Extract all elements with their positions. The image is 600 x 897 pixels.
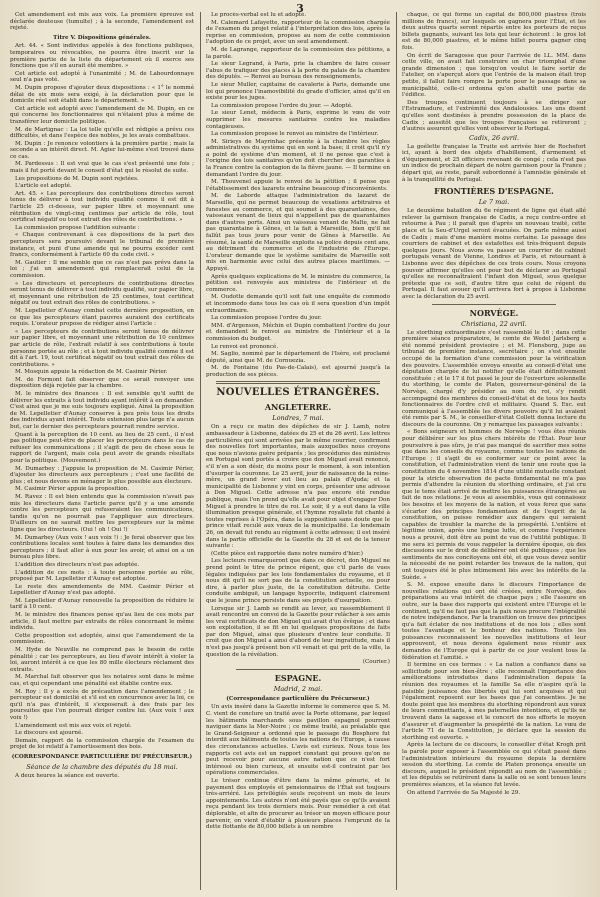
paragraph: M. de Laborde attaque l'administration du lazaret de Marseille, qui ne permet beaucoup de vexations arbitraires et funestes au commerce, et qui soumet à des quarantaines, des vaisseaux venant de lieux qui n'appellent pas de quarantaines dans d'autres ports. Ainsi un vaisseau venant de Malte, ne fait pas quarantaine à Gênes, et la fait à Marseille, bien qu'il ne fallût pas tous jours pour venir de Gênes à Marseille. Au résumé, la santé de Marseille exploite sa police depuis cent ans, au détriment du commerce et de l'industrie de l'Europe. L'orateur demande que le système sanitaire de Marseille soit mis en harmonie avec celui des autres places maritimes. — Appuyé.: [206, 193, 390, 272]
dateline: Cadix, 26 avril.: [468, 133, 520, 142]
paragraph: Après quelques explications de M. le ministre du commerce, la pétition est renvoyée aux ministres de l'intérieur et du commerce.: [206, 273, 390, 293]
paragraph: La commission propose l'ordre du jour. — Adopté.: [211, 102, 353, 109]
paragraph: Le discours est ajourné.: [15, 730, 84, 737]
paragraph: La commission propose le renvoi au ministre de l'intérieur.: [211, 131, 379, 138]
paragraph: On écrit de Saragosse que pour l'arrivée de LL. MM. dans cette ville, on avait fait construire un char triomphal d'une grande dimension ; que lorsqu'on voulut le faire sortir de l'atelier, on s'aperçut alors que l'entrée de la maison était trop petite, il fallut faire rompre la porte pour le passage dans sa municipalité, celle-ci ordonna qu'on abattît une partie de l'édifice.: [402, 52, 586, 99]
paragraph: Cet article est adopté à l'unanimité ; M. de Labourdonnaye seul n'a pas voté.: [10, 70, 194, 84]
paragraph: On attend l'arrivée de Sa Majesté le 29.: [407, 789, 521, 796]
paragraph: Art. 44. « Sont individus appelés à des fonctions publiques, temporaires ou révocables, ne pourra être inscrit sur la première partie de la liste du département où il exerce ses fonctions que s'il en aurait été membre. »: [10, 43, 194, 70]
paragraph: M. le ministre des finances pense qu'au lieu de ces mots par article, il faut mettre par extraits de rôles concernant le même individu.: [10, 612, 194, 632]
paragraph: MM. d'Argenson, Méchin et Dupin combattent l'ordre du jour et demandent le renvoi au ministre de l'intérieur et à la commission du budget.: [206, 322, 390, 342]
paragraph: M. Mosquin appuie la rédaction de M. Casimir Périer.: [15, 369, 168, 376]
paragraph: M. Dumarbey (Aux voix ! aux voix !) : Je ferai observer que les contributions locales sont toutes à faire dans les demandes des percepteurs ; il faut aller à eux pour les avoir, et ainsi on a un bureau plus libre.: [10, 534, 194, 561]
section-divider: [236, 669, 360, 670]
paragraph: M. de Formont fait observer que ce serait renvoyer une disposition déjà rejetée par la chambre.: [10, 376, 194, 390]
country-heading: FRONTIÈRES D'ESPAGNE.: [434, 186, 554, 197]
paragraph: Il termine en ces termes : « La nation a confiance dans sa sollicitude pour son bien-être ; elle reconnaît l'importance des améliorations introduites dans l'administration depuis la réunion des royaumes et la famille Sa elle n'aspire qu'à la paisible jouissance des libertés qui lui sont acquises et qui l'également reposent sur les bases que j'ai consenties. Je ne doute point que les membres du storthing répondront aux vœux de leurs commettants, à mes paternelles intentions, et qu'ils ne trouvent dans la sagesse et le concert de nos efforts le moyen d'assurer et d'augmenter la prospérité de la nation. Le vœu de l'article 71 de la Constitution, je déclare que la session du storthing est ouverte. »: [402, 662, 586, 741]
paragraph: M. Casimir Périer appuie la proposition.: [15, 486, 130, 493]
column-rule: [396, 12, 397, 890]
paragraph: Le trésor continue d'être dans la même pénurie, et le payement des employés et pensionnaires de l'État est toujours très-arriéré. Les privilégiés seuls reçoivent un mois de leurs appointements. Les autres n'ont été payés que ce qu'ils avaient reçu pendant les trois derniers mois. Pour remédier à cet état déplorable, et afin de procurer au trésor un moyen efficace pour parvenir, on vient d'établir à plusieurs places l'emprunt de la dette flottante de 80,000 billets à un nombre: [206, 777, 390, 831]
paragraph: L'addition de ces mots : à toute personne portée au rôle, proposé par M. Lepelletier d'Aunay est adoptée.: [10, 569, 194, 583]
paragraph: « Les percepteurs de contributions seront tenus de délivrer sur papier libre, et moyennant une rétribution de 10 centimes par article de rôle, l'extrait relatif à ses contributions à toute personne portée au rôle ; et à tout individu qualifié comme il est dit à l'art. 19, tout certificat négatif ou tout extrait des rôles de contributions. »: [10, 328, 194, 368]
paragraph: Le storthing extraordinaire s'est rassemblé le 16 ; dans cette première séance préparatoire, le comte de Wedel Jarlsberg a été nommé président provisoire ; et M. Flensborg, juge au tribunal de première instance, secrétaire ; on s'est ensuite occupé de la formation d'une commission pour la vérification des pouvoirs. L'assemblée envoya ensuite au conseil-d'état une députation chargée de lui notifier qu'elle était définitivement constituée ; et le 17 il fut passé le jour de l'ouverture solennelle du storthing, le comte de Platen, gouverneur-général de la Norvège, chargé d'y présider au nom du roi, s'y rendit accompagné des membres du conseil-d'état et de tous les hauts fonctionnaires de l'ordre civil et militaire. Quand S. Exc. eut communiqué à l'assemblée les divers pouvoirs qu'il lui avaient été remis par S. M., le conseiller-d'état Collett donna lecture du discours de la couronne. On y remarque les passages suivants :: [402, 329, 586, 428]
paragraph: (Courier.): [362, 659, 390, 666]
paragraph: S. M. expose ensuite dans le discours l'importance de nouvelles relations qui ont été créées, entre Norvège, des préparations au vrai intérêt de chaque pays ; elle l'assure en outre, sur la base des rapports qui existent entre l'Europe et le continent, qu'il ne faut pas que la paix nous procure l'intégralité de notre indépendance. Par la transition on trouve des principes qu'a fait éclater de nos institutions et de nos lois ; elles sont toutes l'avantage et le bonheur des nations. Toutes les puissances reconnaissent les nouvelles institutions et leur approuvent, et nous devons également nous réunir aux demandes de l'Europe qui à partir de ce jour veulent tous la fédération et l'amitié. »: [402, 582, 586, 661]
paragraph: « Les directeurs et percepteurs de contributions directes seront tenus de délivrer à tout individu qualifié, sur papier libre, et moyennant une rétribution de 25 centimes, tout certificat négatif ou tout extrait des rôles de contributions. »: [10, 280, 194, 307]
paragraph: Un avis inséré dans la Gazette informe le commerce que S. M. C. vient de conclure un traité avec la Porte ottomane, par lequel les bâtiments marchands sous pavillon espagnol pourront naviguer dans la Mer-Noire ; ce même traité, au préalable que le Grand-Seigneur a ordonné que le passage du Bosphore fut interdit aux bâtiments de toutes les nations de l'Europe, à cause des circonstances actuelles. L'avis est curieux. Nous tous les rapports cet avis est un rapport constant qui prouve qu'on ne peut recevoir pour aucune autre nation que ce n'est fort intéressé ou bien curieux, et ensuite est-il contraint par les opérations commerciales.: [206, 704, 390, 777]
paragraph: « Chaque contrevenant à ces dispositions de la part des percepteurs sera poursuivi devant le tribunal de première instance, et puni d'une amende qui ne pourra excéder cent francs, conformément à l'article 60 du code civil. »: [10, 232, 194, 259]
paragraph: M. de Fontaine (du Pas-de-Calais), est ajourné jusqu'à la production de ses pièces.: [206, 365, 390, 378]
country-heading: ESPAGNE.: [274, 672, 322, 683]
paragraph: Le renvoi est prononcé.: [211, 343, 279, 350]
paragraph: M. Saglio, nommé par le département de l'Isère, est proclamé député, ainsi que M. de Cornuezia.: [206, 351, 390, 364]
paragraph: M. le ministre des finances : Il est sensible qu'il suffit de délivrer les extraits à tout individu ayant intérêt à en demander. C'est ainsi que je me suis toujours expliqué. Ainsi la proposition de M. Lepelletier d'Aunay conserve à peu près tous les droits des individus ayant intérêt. Toute extension plus large n'a aucun but, car le dernier des percepteurs pourrait rendre service.: [10, 391, 194, 431]
section-divider: [216, 381, 380, 384]
column-2: [206, 12, 390, 892]
paragraph: M. Gautier : Il me semble que ce cas n'est pas prévu dans la loi ; j'ai un amendement qui remplacerait celui de la commission.: [10, 259, 194, 279]
paragraph: Le sieur Lenet, médecin à Paris, exprime le vœu de voir supprimer les mesures sanitaires contre les maladies contagieuses.: [206, 110, 390, 130]
paragraph: Cet amendement est mis aux voix. La première épreuve est déclarée douteuse (tumulte) ; à la seconde, l'amendement est rejeté.: [10, 12, 194, 32]
paragraph: Cet article est adopté avec l'amendement de M. Dupin, en ce qui concerne les fonctionnaires qui n'étaient plus à même de transférer leur domicile politique.: [10, 105, 194, 125]
dateline: Madrid, 2 mai.: [273, 684, 323, 693]
correspondence-heading: (CORRESPONDANCE PARTICULIÈRE DU PRÉCURSEUR.): [11, 753, 193, 760]
paragraph: La goélette française la Truite est arrivée hier de Rochefort ici, ayant à bord des objets d'habillement, d'armement et d'équipement, et 25 officiers revenant de congé ; cela n'est pas un indice de prochain départ de notre garnison pour la France ; départ qui, au reste, paraît subordonné à l'amnistie générale et à la tranquillité du Portugal.: [402, 143, 586, 183]
column-3: [402, 12, 586, 892]
paragraph: M. Oudotte demande qu'il soit fait une enquête de commodo et incommodo dans tous les cas où il sera question d'un impôt extraordinaire.: [206, 294, 390, 314]
paragraph: M. Thouvenel appuie le renvoi de la pétition ; il pense que l'établissement des lazarets entraîne beaucoup d'inconvénients.: [206, 179, 390, 192]
column-rule: [200, 12, 201, 890]
paragraph: M. Lepelletier d'Aunay combat cette dernière proposition, en ce que les percepteurs étant pauvres auraient des certificats requis. L'orateur propose de rédiger ainsi l'article :: [10, 307, 194, 328]
paragraph: Le sieur Muller, capitaine de cavalerie à Paris, demande une loi qui prononce l'inamovibilité du grade d'officier, ainsi qu'il en existe pour les juges.: [206, 81, 390, 102]
paragraph: Demain, rapport de la commission chargée de l'examen du projet de loi relatif à l'amortissement des bois.: [10, 737, 194, 751]
paragraph: L'amendement est mis aux voix et rejeté.: [15, 722, 132, 729]
foreign-news-heading: NOUVELLES ÉTRANGÈRES.: [216, 387, 380, 399]
country-heading: ANGLETERRE.: [264, 402, 332, 413]
paragraph: On a reçu ce matin des dépêches de sir J. Lamb, notre ambassadeur à Lisbonne, datées du 25 et du 26 avril. Les lettres particulières qui sont arrivées par le même courrier, confirment des nouvelles fort importantes, mais auxquelles nous croyons que nous n'avions guère préparés ; les procédures des ministres en Portugal sont portés à croire que don Miguel avait renoncé, s'il n'en a son désir, du moins pour le moment, à son intention d'usurper la couronne. Le 25 avril, jour de naissance de la reine-mère, un grand lever eut lieu au palais d'Ajuda; et la municipalité de Lisbonne y vint en corps, présenter une adresse à Don Miguel. Cette adresse n'a pas encore été rendue publique, mais l'on prend qu'elle avait pour objet d'engager Don Miguel à prendre le titre de roi. Le soir, il y a eut dans la ville illumination presque générale, et l'hymne royaliste fut chanté à toutes reprises à l'Opéra, dans la supposition sans doute que le prince vitait reculé aux vœux de la municipalité. Le lendemain 26, on devait fut rendu au régiment à cette adresse; il est inséré dans la partie officielle de la Gazette du 28 et est de la teneur suivante :: [206, 424, 390, 550]
paragraph: M. Marchal fait observer que les notaires sont dans le même cas, et qui cependant une pénalité est établie contre eux.: [10, 674, 194, 687]
dateline: Londres, 7 mai.: [272, 414, 324, 423]
section-heading: Titre V. Dispositions générales.: [53, 34, 151, 41]
dateline: Séance de la chambre des députés du 18 mai.: [26, 762, 178, 771]
paragraph: M. Dupin : Je renonce volontiers à la première partie ; mais la seconde a un intérêt direct. M. Agier lui-même s'est trouvé dans ce cas.: [10, 140, 194, 160]
paragraph: Cette proposition est adoptée, ainsi que l'amendement de la commission.: [10, 632, 194, 646]
paragraph: Le sieur Legrand, à Paris, prie la chambre de faire cesser l'abus de trafiquer des places à la porte du palais de la chambre des députés. — Renvoi au bureau des renseignements.: [206, 61, 390, 81]
column-1: [10, 12, 194, 892]
paragraph: M. Dumarbey : J'appuie la proposition de M. Casimir Périer, d'ajouter les directeurs aux percepteurs ; c'est une facilité de plus ; et nous devons en ménager le plus possible aux électeurs.: [10, 465, 194, 485]
paragraph: Le reste des amendements de MM. Casimir Périer et Lepelletier d'Aunay n'est pas adopté.: [10, 583, 194, 597]
paragraph: Quant à la perception de 10 cent. au lieu de 25 cent., il n'est pas politique peut-être de placer les percepteurs dans le cas de refuser les communications ; il s'agit de peu de chose sous le rapport de l'argent, mais cela peut avoir de grands résultats pour la politique. (Mouvement.): [10, 431, 194, 464]
paragraph: Lorsque sir J. Lamb se rendit au lever, au rassemblement il avait rencontré un convoi de la Gazette pour relâcher à ses amis les vrai certificats de don Miguel qui avait d'un évêque ; et dans son exploitation, il se fit en lui quelques propositions de faits par don Miguel, ainsi que plusieurs d'entre leur conduite. Il croit que don Miguel a ainsi d'abord de leur ingratitude, mais il n'est pas jusqu'à présent bon s'il venait et qui prit de la ville, la question de la révélation.: [206, 605, 390, 658]
paragraph: M. Pardessus : Il est vrai que le cas s'est présenté une fois ; mais il fut porté devant le conseil d'état qui le résolut de suite.: [10, 161, 194, 175]
paragraph: A deux heures la séance est ouverte.: [15, 772, 120, 779]
paragraph: M. de Lagrange, rapporteur de la commission des pétitions, a la parole.: [206, 46, 390, 60]
paragraph: M. Lepelletier d'Aunay renouvelle la proposition de réduire le tarif à 10 cent.: [10, 597, 194, 611]
section-divider: [432, 304, 556, 305]
correspondence-heading: (Correspondance particulière du Précurseur.): [226, 695, 370, 702]
paragraph: Des troupes continuent toujours à se diriger sur l'Estramadure, et l'extrémité des Andalousies. Les uns disent qu'elles sont destinées à prendre possession de la place de Cadix ; aussitôt que les troupes françaises se retireront ; d'autres assurent qu'elles vont observer le Portugal.: [402, 99, 586, 133]
paragraph: chaque, ce qui forme un capital de 800,000 piastres (trois millions de francs), sur lesquels on gagnera pour l'État, et les deux autres quarts seront répartis entre les porteurs de reçus billets gagnants, suivant les lots qui leur échoiront : le gros lot est de 80,000 piastres, et le même billet pourra gagner cinq fois.: [402, 12, 586, 51]
country-heading: NORVÈGE.: [469, 307, 519, 318]
paragraph: L'addition des directeurs n'est pas adoptée.: [15, 561, 140, 568]
paragraph: Le deuxième bataillon du 6e régiment de ligne qui était allé relever la garnison française de Cadix, a reçu contre-ordre et retourne à Pau ; il paraît que d'après un nouveau traité, cette place et la Seu-d'Urgel seront évacuées. On parle même aussi de Cadix ; mais d'une manière moins certaine. Le passage des courriers de cabinet et des estafettes est très-fréquent depuis quelques jours. Nous avons vu passer un courrier de cabinet portugais venant de Vienne, Londres et Paris, et retournant à Lisbonne avec des dépêches de ces trois cours. Nous croyons pouvoir affirmer qu'elles ont pour but de déclarer au Portugal qu'elles ne reconnaîtraient l'infant don Miguel, sous quelque prétexte que ce soit, d'autre titre que celui de régent du Portugal. Il faut avouer qu'il arrivera fort à propos à Lisbonne avec la déclaration du 25 avril.: [402, 208, 586, 300]
page-number: 3: [296, 2, 304, 15]
paragraph: La commission propose l'addition suivante :: [15, 224, 140, 231]
paragraph: M. Sirieys de Mayrinhac présente à la chambre les règles administratives du système qui en sont la base; il croit qu'il n'y a point de système d'un moment, et il ne pense que c'est à l'origine des lois sanitaires qu'on doit chercher des garanties à la France contre la contagion de la fièvre jaune. — Il termine en demandant l'ordre du jour.: [206, 138, 390, 178]
paragraph: Les lecteurs remarqueront que dans ce décret, don Miguel ne prend point le titre de prince régent, que c'il parle de vues légales indiquées par les lois fondamentales du royaume, et il nous dit qu'il ne sort pas de la constitution actuelle, ou pour dire, à parler plus juste, de la constitution détruite. Cette conduite ambiguë, un langage hypocrite, indiquent clairement que le jeune prince persiste dans ses projets d'usurpation.: [206, 558, 390, 604]
paragraph: M. Calemard Lafayette, rapporteur de la commission chargée de l'examen du projet relatif à l'interprétation des lois, après la reprise en commission, propose au nom de cette commission l'adoption de ce projet, avec un seul amendement.: [206, 19, 390, 46]
paragraph: Les propositions de M. Dupin sont rejetées.: [15, 175, 139, 182]
paragraph: Art. 45. « Les percepteurs des contributions directes seront tenus de délivrer à tout individu qualifié comme il est dit à l'article 25 ci-dessus, sur papier libre et moyennant une rétribution de vingt-cinq centimes par article de rôle, tout certificat négatif ou tout extrait des rôles de contributions. »: [10, 190, 194, 224]
paragraph: M. Dupin propose d'ajouter deux dispositions : « 1° le nommé délai de six mois sera exigé, à la déclaration pour que le domicile réel soit établi dans le département. »: [10, 84, 194, 105]
paragraph: La commission propose l'ordre du jour.: [211, 315, 322, 322]
paragraph: M. Ravez : Il est bien entendu que la commission n'avait pas mis les directeurs dans l'article parce qu'il y a une amende contre les percepteurs qui refuseraient les communications, tandis qu'on ne pourrait pas l'appliquer aux directeurs. D'ailleurs on ne saurait mettre les percepteurs sur la même ligne que les directeurs. (Oui ! oh ! Oui !): [10, 493, 194, 533]
paragraph: L'article est adopté.: [15, 183, 72, 190]
paragraph: M. de Martignac : La loi telle qu'elle est rédigée a prévu ces difficultés, et dans l'espèce des nobles, je les avais combattues.: [10, 126, 194, 140]
paragraph: (Cette pièce est rapportée dans notre numéro d'hier.): [211, 550, 363, 557]
paragraph: M. Roy : Il y a excès de précaution dans l'amendement ; le percepteur est domicilié et s'il est en concurrence avec la loi, ce qu'il n'a pas d'intérêt, il s'exposerait à des frais par les poursuites que l'on pourrait diriger contre lui. (Aux voix ! aux voix !): [10, 688, 194, 721]
paragraph: M. Hyde de Neuville ne comprend pas le besoin de cette pénalité ; car les percepteurs, au lieu d'avoir intérêt à violer la loi, auront intérêt à ce que les 80 mille électeurs réclament des extraits.: [10, 647, 194, 673]
paragraph: Après la lecture de ce discours, le conseiller d'état Krogh prit la parole pour exposer à l'assemblée ce qui s'était passé dans l'administration intérieure du royaume depuis la dernière session du storthing. Le comte de Platen prononça ensuite un discours, auquel le président répondit au nom de l'assemblée ; et les députés se retirèrent dans la salle où se sont tenues leurs premières séances, et la séance fut levée.: [402, 742, 586, 788]
paragraph: « Bons seigneurs et hommes de Norwège ! vous êtes réunis pour délibérer sur les plus chers intérêts de l'État. Pour leur poursuivre à pas sûrs, je n'ai pas manqué de sacrifier mes soins que dans les conseils du royaume, comme toutes les nations de l'Europe ; il s'agit de se conformer sur ce point avec la constitution, et l'administration vient de tenir une route que la constitution du 4 novembre 1814 d'une utilité mutuelle constant pour la stricte observation de pacte fondamental ne m'a pas permis d'attendre la réunion du storthing ordinaire, et j'ai cru que le tems était arrivé de mettre les puissances étrangères au fait de nos relations. Je vous ai assemblés, vous qui connaissez les besoins et les moyens de la nation, et vous ferez que sans s'écarter des principes fondamentaux et de l'esprit de la constitution, on puisse remédier aux dangers qui seraient capables de troubler la marche de la prospérité. L'entière et légitime union, après une longue lutte, et comme l'expérience nous a prouvé, doit être au point de vue de l'utilité publique. Il me sera ici permis de vous rappeler la dernière époque, où des discussions sur le droit de délibérer ont été publiques ; que les sentiments de nos concitoyens ont été, et que vous devez sentir la nécessité de ne point retarder les travaux de la nation, qui ont toujours été le plus intimement liés avec les intérêts de la Suède. »: [402, 429, 586, 581]
paragraph: Le procès-verbal est lu et adopté.: [211, 12, 307, 18]
dateline: Le 7 mai.: [478, 198, 510, 207]
dateline: Christiana, 22 avril.: [461, 319, 527, 328]
